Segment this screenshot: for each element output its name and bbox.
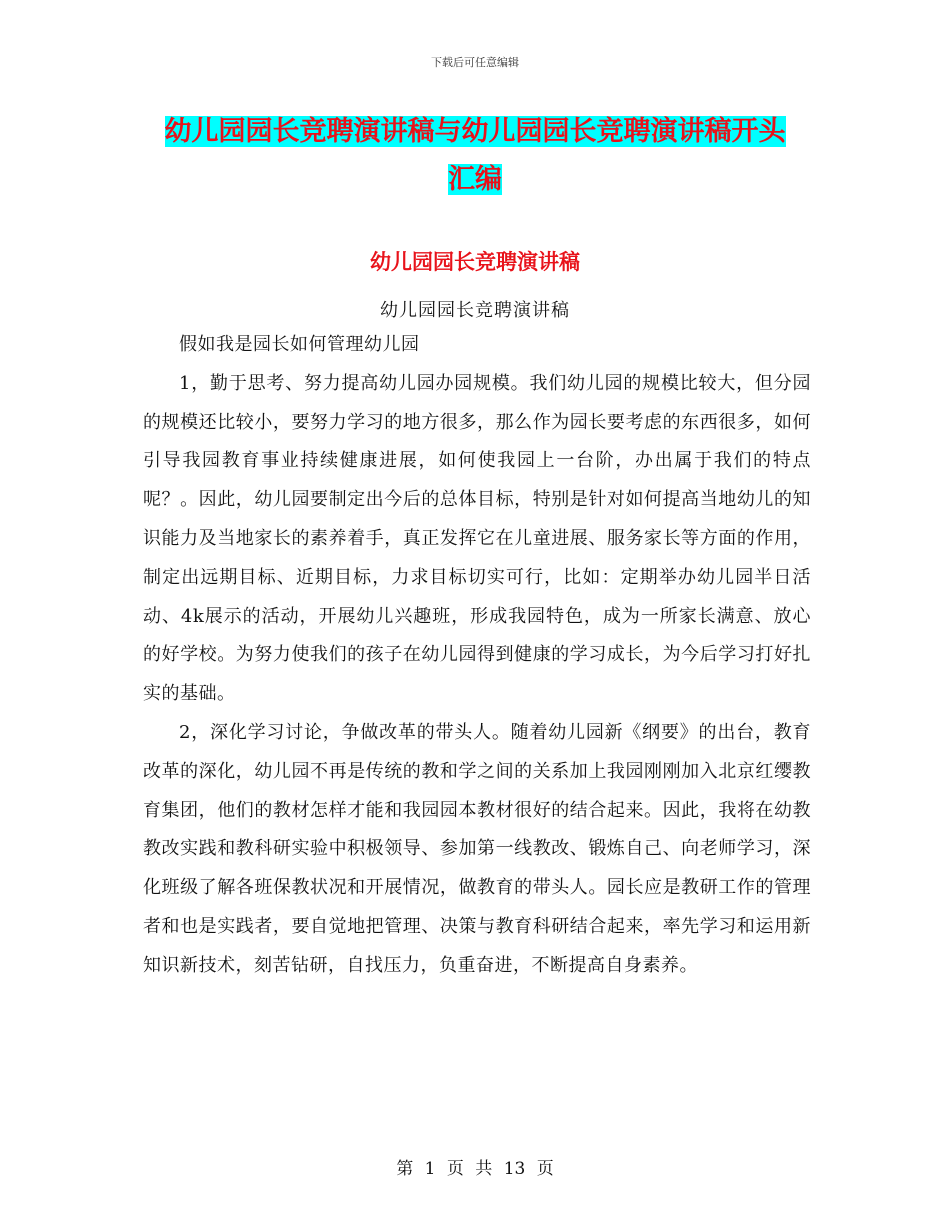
document-title-line-2: 汇编 bbox=[448, 164, 502, 195]
header-note: 下载后可任意编辑 bbox=[431, 56, 519, 69]
paragraph-point-2: 2，深化学习讨论，争做改革的带头人。随着幼儿园新《纲要》的出台，教育改革的深化，幼儿园不再是传统的教和学之间的关系加上我园刚刚加入北京红缨教育集团，他们的教材怎样才能和我园园本教材很好的结合起来。因此，我将在幼教教改实践和教科研实验中积极领导、参加第一线教改、锻炼自己、向老师学习，深化班级了解各班保教状况和开展情况，做教育的带头人。园长应是教研工作的管理者和也是实践者，要自觉地把管理、决策与教育科研结合起来，率先学习和运用新知识新技术，刻苦钻研，自找压力，负重奋进，不断提高自身素养。 bbox=[143, 721, 811, 976]
paragraph-intro: 假如我是园长如何管理幼儿园 bbox=[179, 334, 420, 355]
paragraph-point-1: 1，勤于思考、努力提高幼儿园办园规模。我们幼儿园的规模比较大，但分园的规模还比较小，要努力学习的地方很多，那么作为园长要考虑的东西很多，如何引导我园教育事业持续健康进展，如何使我园上一台阶，办出属于我们的特点呢？。因此，幼儿园要制定出今后的总体目标，特别是针对如何提高当地幼儿的知识能力及当地家长的素养着手，真正发挥它在儿童进展、服务家长等方面的作用，制定出远期目标、近期目标，力求目标切实可行，比如：定期举办幼儿园半日活动、4k展示的活动，开展幼儿兴趣班，形成我园特色，成为一所家长满意、放心的好学校。为努力使我们的孩子在幼儿园得到健康的学习成长，为今后学习打好扎实的基础。 bbox=[143, 372, 811, 705]
body-text bbox=[143, 326, 811, 986]
speech-subtitle: 幼儿园园长竞聘演讲稿 bbox=[380, 300, 570, 321]
document-title bbox=[0, 108, 950, 204]
section-heading: 幼儿园园长竞聘演讲稿 bbox=[370, 250, 580, 274]
document-title-line-1: 幼儿园园长竞聘演讲稿与幼儿园园长竞聘演讲稿开头 bbox=[164, 116, 786, 147]
page-footer: 第 1 页 共 13 页 bbox=[396, 1159, 554, 1179]
